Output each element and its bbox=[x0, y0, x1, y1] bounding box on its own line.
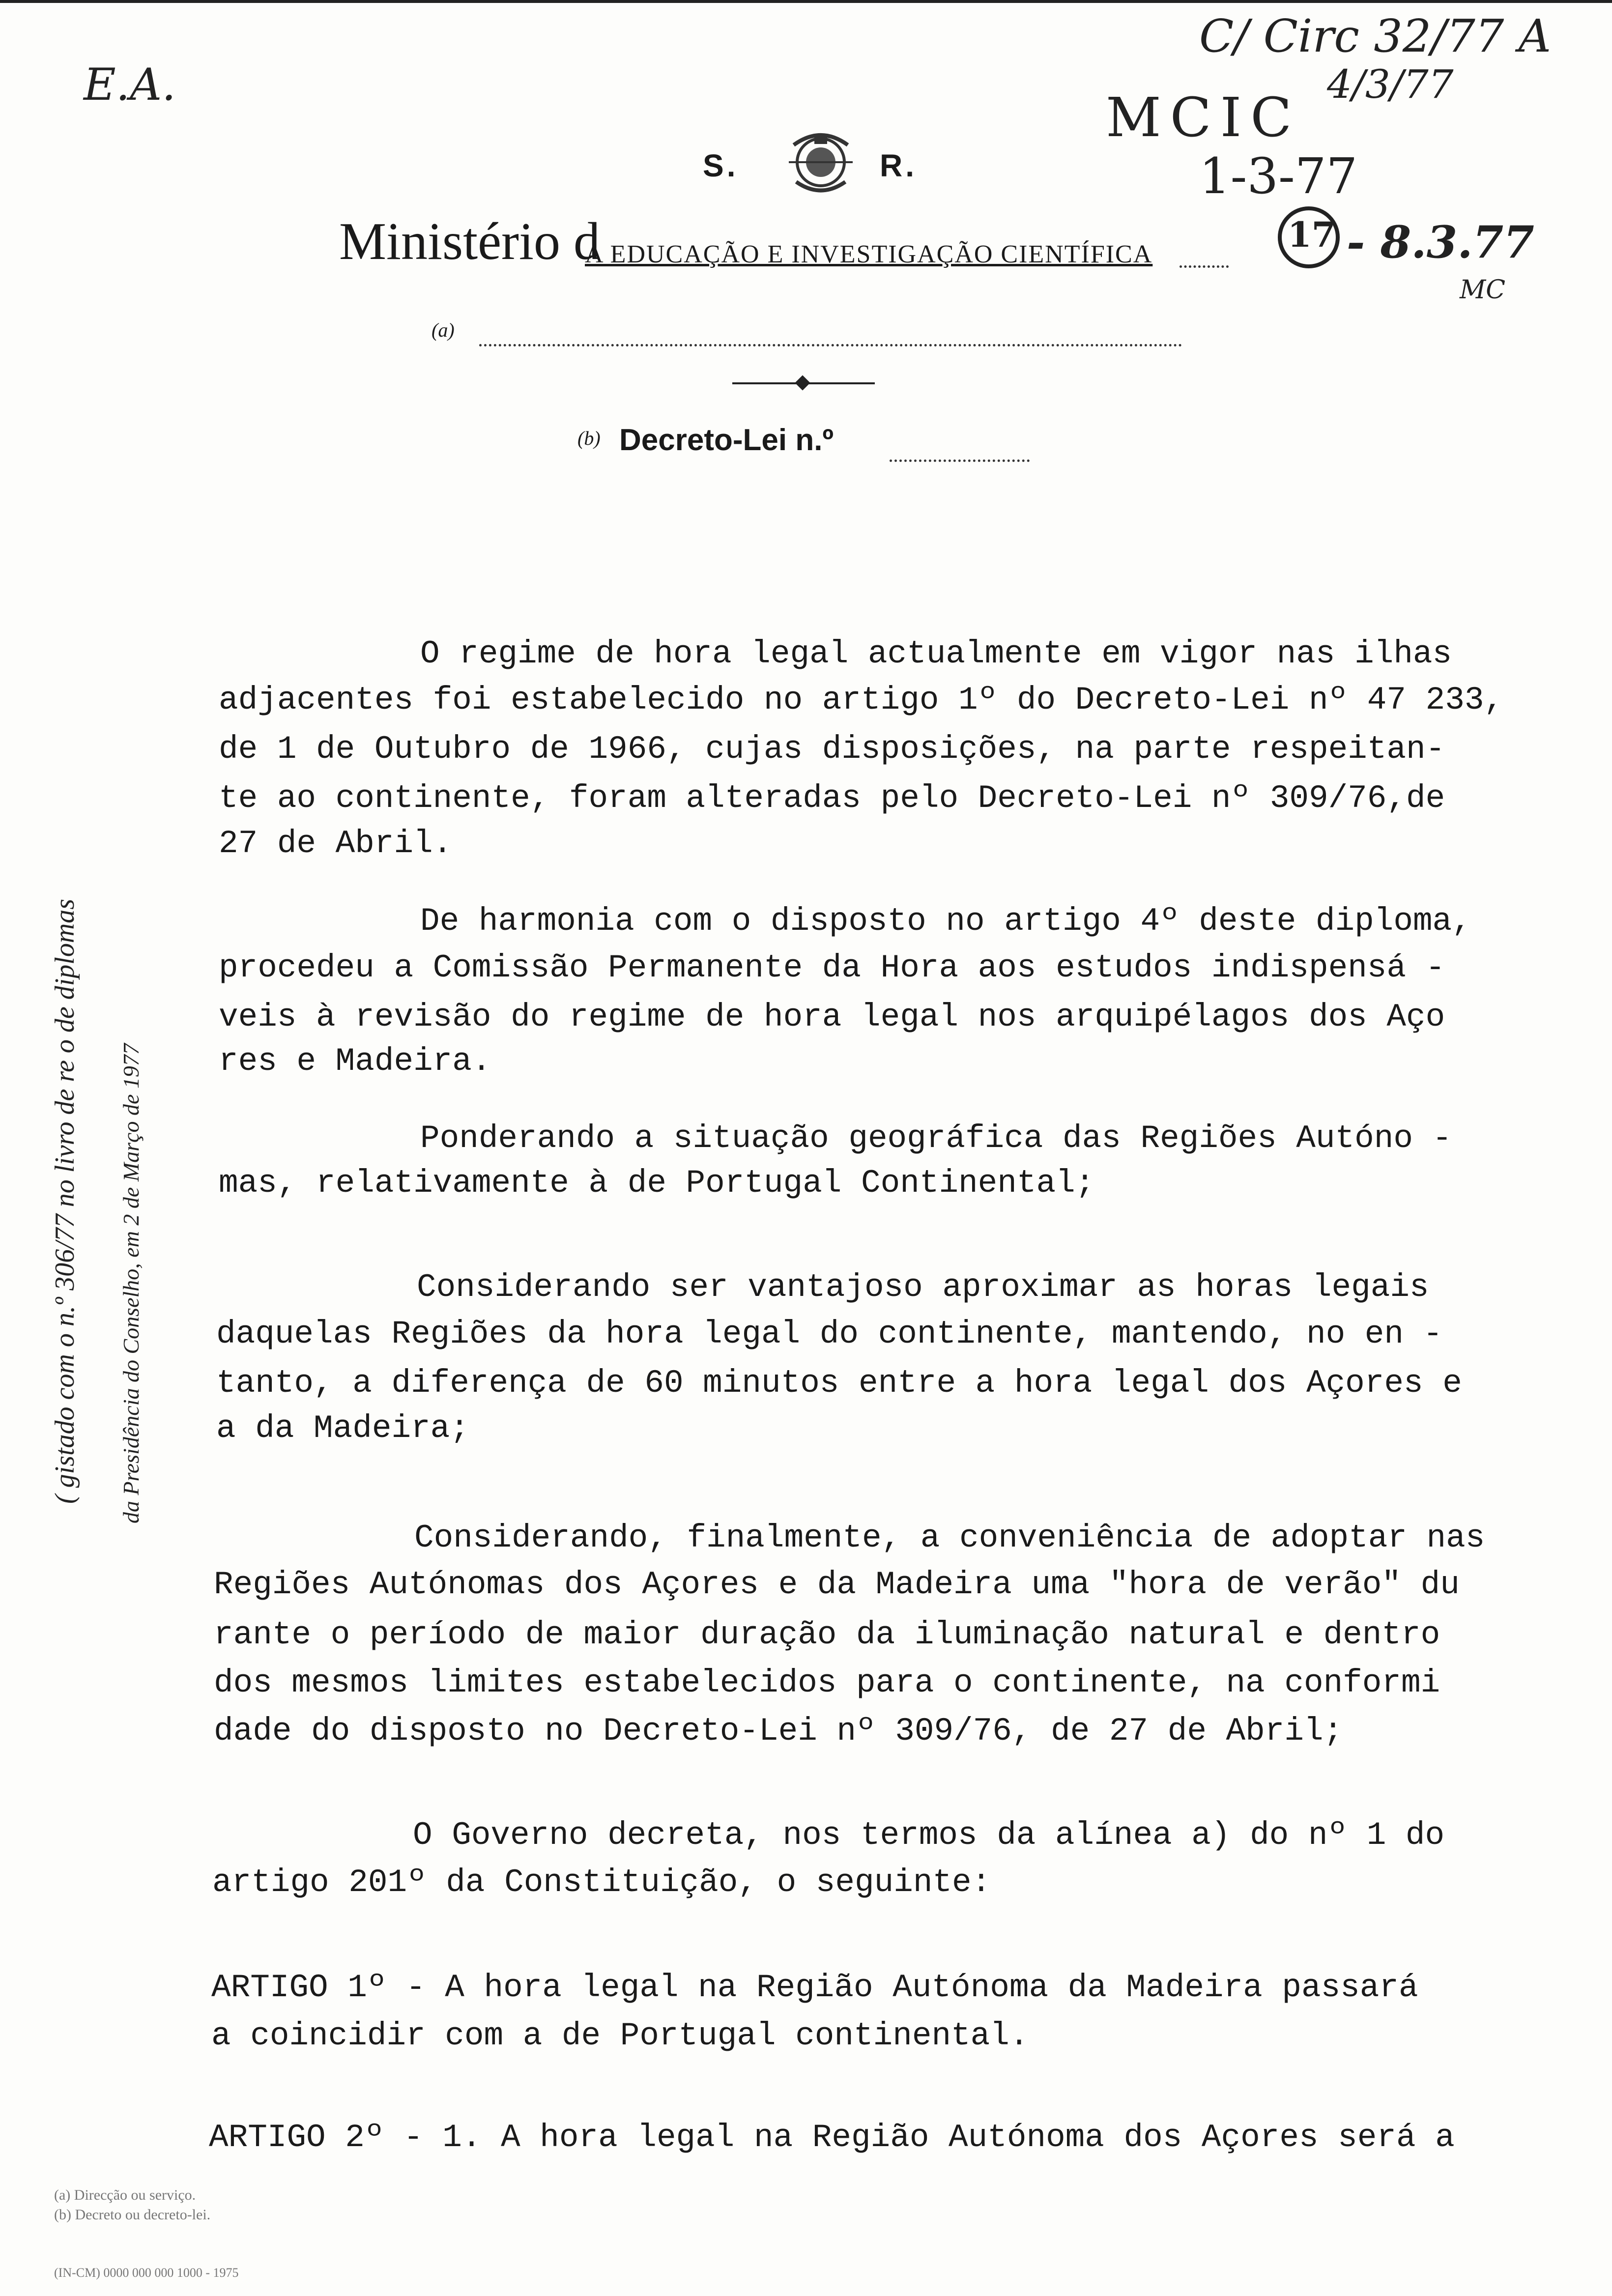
coat-of-arms-emblem bbox=[784, 125, 858, 199]
p2-line-4: res e Madeira. bbox=[219, 1043, 491, 1080]
handwritten-mcic-note: MCIC bbox=[1106, 86, 1301, 149]
header-r-letter: R. bbox=[880, 148, 917, 183]
a-dotted-line bbox=[479, 344, 1182, 346]
ministerio-name: A EDUCAÇÃO E INVESTIGAÇÃO CIENTÍFICA bbox=[585, 240, 1153, 268]
p1-line-3: de 1 de Outubro de 1966, cujas disposições, na parte respeitan- bbox=[219, 731, 1445, 768]
p4-line-4: a da Madeira; bbox=[216, 1410, 469, 1447]
side-registration-note-2: da Presidência do Conselho, em 2 de Março de 1977 bbox=[118, 1043, 144, 1523]
p4-line-2: daquelas Regiões da hora legal do continente, mantendo, no en - bbox=[216, 1316, 1443, 1352]
a-label: (a) bbox=[432, 319, 455, 341]
p4-line-3: tanto, a diferença de 60 minutos entre a hora legal dos Açores e bbox=[216, 1365, 1462, 1402]
handwritten-date-note-2: 1-3-77 bbox=[1199, 147, 1358, 205]
p6-line-1: O Governo decreta, nos termos da alínea a) do nº 1 do bbox=[413, 1817, 1445, 1854]
decreto-lei-label: Decreto-Lei n.º bbox=[619, 423, 834, 457]
p5-line-4: dos mesmos limites estabelecidos para o continente, na conformi bbox=[214, 1665, 1440, 1701]
circled-number-stamp bbox=[1278, 206, 1340, 268]
header-s-letter: S. bbox=[703, 148, 739, 183]
p4-line-1: Considerando ser vantajoso aproximar as horas legais bbox=[417, 1269, 1429, 1306]
p5-line-3: rante o período de maior duração da iluminação natural e dentro bbox=[214, 1616, 1440, 1653]
p3-line-2: mas, relativamente à de Portugal Continental; bbox=[219, 1165, 1095, 1202]
handwritten-date-note: 4/3/77 bbox=[1327, 61, 1454, 107]
ministerio-prefix: Ministério d bbox=[339, 212, 600, 271]
ministerio-dotted-line bbox=[1180, 265, 1229, 268]
top-border-line bbox=[0, 0, 1612, 3]
number-stamp-date: - 8.3.77 bbox=[1347, 216, 1534, 268]
top-left-mark: E.A. bbox=[84, 59, 176, 111]
footnote-a: (a) Direcção ou serviço. bbox=[54, 2187, 196, 2203]
p5-line-1: Considerando, finalmente, a conveniência de adoptar nas bbox=[414, 1520, 1485, 1556]
p5-line-2: Regiões Autónomas dos Açores e da Madeira uma "hora de verão" du bbox=[214, 1566, 1460, 1603]
decreto-dotted-line bbox=[890, 459, 1030, 462]
p1-line-4: te ao continente, foram alteradas pelo Decreto-Lei nº 309/76,de bbox=[219, 780, 1445, 817]
p5-line-5: dade do disposto no Decreto-Lei nº 309/76, de 27 de Abril; bbox=[214, 1713, 1343, 1750]
p1-line-2: adjacentes foi estabelecido no artigo 1º do Decreto-Lei nº 47 233, bbox=[219, 682, 1504, 718]
art2-line-1: ARTIGO 2º - 1. A hora legal na Região Autónoma dos Açores será a bbox=[209, 2119, 1455, 2156]
divider-diamond bbox=[795, 375, 810, 390]
art1-line-1: ARTIGO 1º - A hora legal na Região Autónoma da Madeira passará bbox=[211, 1969, 1418, 2006]
p2-line-1: De harmonia com o disposto no artigo 4º deste diploma, bbox=[420, 903, 1471, 940]
p6-line-2: artigo 201º da Constituição, o seguinte: bbox=[212, 1864, 991, 1901]
p2-line-3: veis à revisão do regime de hora legal nos arquipélagos dos Aço bbox=[219, 999, 1445, 1035]
print-code: (IN-CM) 0000 000 000 1000 - 1975 bbox=[54, 2266, 239, 2280]
side-registration-note-1: ( gistado com o n.º 306/77 no livro de re o de diplomas bbox=[50, 898, 80, 1504]
p1-line-1: O regime de hora legal actualmente em vigor nas ilhas bbox=[420, 635, 1452, 672]
art1-line-2: a coincidir com a de Portugal continental. bbox=[211, 2017, 1029, 2054]
footnote-b: (b) Decreto ou decreto-lei. bbox=[54, 2207, 211, 2223]
small-handwritten-note: MC bbox=[1460, 275, 1506, 305]
handwritten-circ-note: C/ Circ 32/77 A bbox=[1199, 10, 1552, 62]
p2-line-2: procedeu a Comissão Permanente da Hora aos estudos indispensá - bbox=[219, 949, 1445, 986]
p3-line-1: Ponderando a situação geográfica das Regiões Autóno - bbox=[420, 1120, 1452, 1157]
circled-number: 17 bbox=[1288, 214, 1336, 255]
b-label: (b) bbox=[577, 427, 601, 449]
p1-line-5: 27 de Abril. bbox=[219, 825, 453, 862]
